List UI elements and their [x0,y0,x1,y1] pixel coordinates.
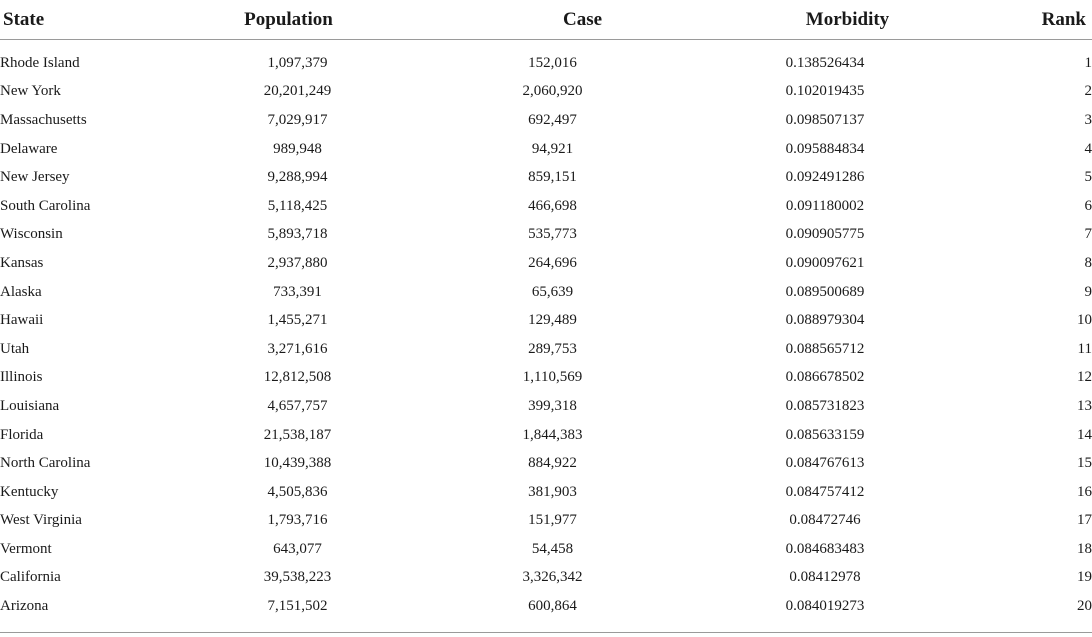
table-row [0,221,1092,250]
header-row [0,0,1092,40]
cell-rank: 6 [1084,197,1092,214]
cell-rank: 4 [1084,140,1092,157]
cell-morbidity: 0.098507137 [785,111,865,128]
cell-rank: 18 [1077,540,1092,557]
cell-case: 399,318 [528,397,577,414]
cell-population: 4,657,757 [267,397,328,414]
cell-rank: 5 [1084,169,1092,186]
cell-rank: 7 [1084,226,1092,243]
cell-case: 264,696 [528,254,577,271]
cell-morbidity: 0.095884834 [785,140,865,157]
cell-population: 9,288,994 [267,169,328,186]
header-case: Case [420,0,685,40]
cell-case: 2,060,920 [522,83,583,100]
table-row [0,507,1092,536]
table-row [0,592,1092,621]
header-population: Population [175,0,420,40]
table-row [0,564,1092,593]
cell-rank: 17 [1077,512,1092,529]
cell-state: Florida [0,426,44,443]
cell-population: 20,201,249 [263,83,332,100]
cell-morbidity: 0.08412978 [789,569,861,586]
cell-population: 5,118,425 [267,197,328,214]
cell-case: 381,903 [528,483,577,500]
cell-morbidity: 0.084767613 [785,455,865,472]
cell-state: Delaware [0,140,58,157]
cell-case: 884,922 [528,455,577,472]
cell-rank: 9 [1084,283,1092,300]
table-row [0,135,1092,164]
cell-state: West Virginia [0,512,82,529]
cell-case: 600,864 [528,598,577,615]
table-row [0,78,1092,107]
cell-state: South Carolina [0,197,91,214]
cell-case: 65,639 [531,283,574,300]
cell-state: Massachusetts [0,111,87,128]
cell-rank: 8 [1084,254,1092,271]
cell-state: Kentucky [0,483,59,500]
cell-morbidity: 0.089500689 [785,283,865,300]
cell-case: 466,698 [528,197,577,214]
cell-rank: 2 [1084,83,1092,100]
cell-rank: 14 [1077,426,1092,443]
table-row [0,249,1092,278]
header-state: State [0,0,175,40]
cell-case: 129,489 [528,312,577,329]
table-row [0,449,1092,478]
cell-rank: 3 [1084,111,1092,128]
cell-rank: 13 [1077,397,1092,414]
cell-case: 152,016 [528,54,577,71]
cell-rank: 19 [1077,569,1092,586]
cell-state: New Jersey [0,169,70,186]
cell-state: California [0,569,61,586]
cell-case: 289,753 [528,340,577,357]
header-rank: Rank [965,0,1092,40]
cell-state: Hawaii [0,312,44,329]
cell-population: 1,097,379 [267,54,328,71]
cell-population: 5,893,718 [267,226,328,243]
cell-population: 10,439,388 [263,455,332,472]
cell-morbidity: 0.138526434 [785,54,865,71]
cell-state: Alaska [0,283,42,300]
table-row [0,364,1092,393]
cell-rank: 16 [1077,483,1092,500]
cell-state: Vermont [0,540,52,557]
cell-state: North Carolina [0,455,91,472]
header-spacer [0,40,1092,50]
cell-morbidity: 0.090905775 [785,226,865,243]
table-bottom-rule [0,632,1092,633]
cell-state: New York [0,83,61,100]
cell-morbidity: 0.090097621 [785,254,865,271]
table-header [0,0,1092,40]
cell-state: Arizona [0,598,49,615]
cell-population: 3,271,616 [267,340,328,357]
cell-case: 3,326,342 [522,569,583,586]
cell-rank: 11 [1077,340,1092,357]
cell-morbidity: 0.088565712 [785,340,865,357]
table-row [0,335,1092,364]
table-body [0,40,1092,621]
cell-case: 859,151 [528,169,577,186]
cell-morbidity: 0.091180002 [785,197,865,214]
cell-rank: 10 [1077,312,1092,329]
cell-population: 12,812,508 [263,369,332,386]
cell-morbidity: 0.088979304 [785,312,865,329]
cell-state: Rhode Island [0,54,80,71]
cell-state: Wisconsin [0,226,63,243]
cell-population: 21,538,187 [263,426,332,443]
cell-population: 7,151,502 [267,598,328,615]
cell-case: 1,844,383 [522,426,583,443]
table-row [0,192,1092,221]
cell-morbidity: 0.084757412 [785,483,865,500]
cell-population: 733,391 [273,283,322,300]
cell-case: 151,977 [528,512,577,529]
cell-population: 7,029,917 [267,111,328,128]
cell-state: Louisiana [0,397,60,414]
cell-case: 54,458 [531,540,574,557]
cell-case: 94,921 [531,140,574,157]
cell-case: 535,773 [528,226,577,243]
table-row [0,49,1092,78]
table-row [0,478,1092,507]
table-row [0,392,1092,421]
cell-state: Utah [0,340,30,357]
cell-morbidity: 0.102019435 [785,83,865,100]
cell-state: Illinois [0,369,43,386]
cell-case: 692,497 [528,111,577,128]
table-row [0,278,1092,307]
cell-morbidity: 0.084019273 [785,598,865,615]
header-morbidity: Morbidity [685,0,965,40]
table-row [0,535,1092,564]
cell-morbidity: 0.084683483 [785,540,865,557]
cell-population: 989,948 [273,140,322,157]
cell-morbidity: 0.092491286 [785,169,865,186]
cell-population: 4,505,836 [267,483,328,500]
table-row [0,306,1092,335]
cell-population: 1,455,271 [267,312,328,329]
table-row [0,421,1092,450]
cell-population: 39,538,223 [263,569,332,586]
table-row [0,163,1092,192]
cell-case: 1,110,569 [522,369,583,386]
table-row [0,106,1092,135]
cell-morbidity: 0.08472746 [789,512,861,529]
cell-rank: 20 [1077,598,1092,615]
cell-population: 2,937,880 [267,254,328,271]
cell-population: 643,077 [273,540,322,557]
cell-morbidity: 0.085633159 [785,426,865,443]
cell-rank: 12 [1077,369,1092,386]
cell-morbidity: 0.086678502 [785,369,865,386]
cell-population: 1,793,716 [267,512,328,529]
cell-rank: 15 [1077,455,1092,472]
cell-state: Kansas [0,254,44,271]
cell-morbidity: 0.085731823 [785,397,865,414]
cell-rank: 1 [1084,54,1092,71]
